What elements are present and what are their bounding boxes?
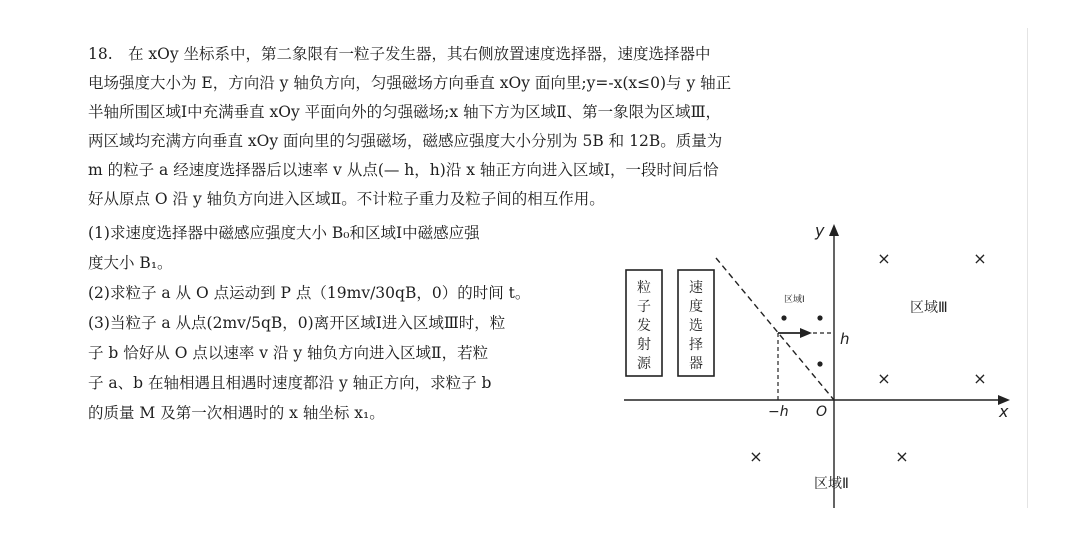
generator-char-1: 粒 <box>637 280 651 296</box>
question-line-7: 的质量 M 及第一次相遇时的 x 轴坐标 x₁。 <box>88 404 385 422</box>
problem-statement <box>88 40 878 214</box>
origin-label: O <box>816 404 828 420</box>
selector-char-2: 度 <box>689 299 703 315</box>
neg-h-label: −h <box>768 404 789 420</box>
problem-line-4: 两区域均充满方向垂直 xOy 面向里的匀强磁场，磁感应强度大小分别为 5B 和 12B。质量为 <box>88 132 723 150</box>
sub-questions <box>88 218 598 428</box>
question-line-3: (2)求粒子 a 从 O 点运动到 P 点（19mv/30qB，0）的时间 t。 <box>88 284 531 302</box>
problem-number: 18. <box>88 45 113 63</box>
generator-char-4: 射 <box>637 337 651 353</box>
field-out-dot-3 <box>817 361 822 366</box>
generator-char-3: 发 <box>637 318 651 334</box>
field-in-cross-3: × <box>877 369 891 388</box>
field-in-cross-5: × <box>749 447 763 466</box>
region-3-label: 区域Ⅲ <box>910 300 948 316</box>
field-out-dot-1 <box>781 315 786 320</box>
velocity-arrow-head <box>800 328 812 338</box>
question-line-2: 度大小 B₁。 <box>88 254 173 272</box>
question-line-6: 子 a、b 在轴相遇且相遇时速度都沿 y 轴正方向，求粒子 b <box>88 374 492 392</box>
question-line-1: (1)求速度选择器中磁感应强度大小 B₀和区域Ⅰ中磁感应强 <box>88 224 480 242</box>
y-axis-arrow <box>829 224 839 236</box>
generator-char-5: 源 <box>637 356 651 372</box>
problem-line-2: 电场强度大小为 E，方向沿 y 轴负方向，匀强磁场方向垂直 xOy 面向里;y=-x(x≤0)与 y 轴正 <box>88 74 732 92</box>
question-line-5: 子 b 恰好从 O 点以速率 v 沿 y 轴负方向进入区域Ⅱ，若粒 <box>88 344 489 362</box>
problem-line-6: 好从原点 O 沿 y 轴负方向进入区域Ⅱ。不计粒子重力及粒子间的相互作用。 <box>88 190 605 208</box>
field-out-dot-2 <box>817 315 822 320</box>
selector-char-4: 择 <box>689 337 703 353</box>
figure-svg <box>610 212 1030 512</box>
field-in-cross-6: × <box>895 447 909 466</box>
region-2-label: 区域Ⅱ <box>814 476 849 492</box>
problem-line-3: 半轴所围区域Ⅰ中充满垂直 xOy 平面向外的匀强磁场;x 轴下方为区域Ⅱ、第一象限为区域Ⅲ， <box>88 103 722 121</box>
x-axis-label: x <box>999 402 1009 421</box>
problem-line-5: m 的粒子 a 经速度选择器后以速率 v 从点(— h，h)沿 x 轴正方向进入区域Ⅰ，一段时间后恰 <box>88 161 719 179</box>
field-in-cross-4: × <box>973 369 987 388</box>
question-line-4: (3)当粒子 a 从点(2mv/5qB，0)离开区域Ⅰ进入区域Ⅲ时，粒 <box>88 314 506 332</box>
selector-char-3: 选 <box>689 318 703 334</box>
boundary-line-y-eq-neg-x <box>716 258 834 400</box>
physics-figure <box>610 212 1030 512</box>
y-axis-label: y <box>815 221 825 240</box>
problem-line-1: 18. 在 xOy 坐标系中，第二象限有一粒子发生器，其右侧放置速度选择器，速度选择器中 <box>88 40 878 69</box>
generator-char-2: 子 <box>637 299 651 315</box>
selector-char-1: 速 <box>689 280 703 296</box>
field-in-cross-1: × <box>877 249 891 268</box>
selector-char-5: 器 <box>689 356 703 372</box>
region-1-label: 区域Ⅰ <box>784 295 805 305</box>
field-in-cross-2: × <box>973 249 987 268</box>
h-label: h <box>840 330 850 348</box>
